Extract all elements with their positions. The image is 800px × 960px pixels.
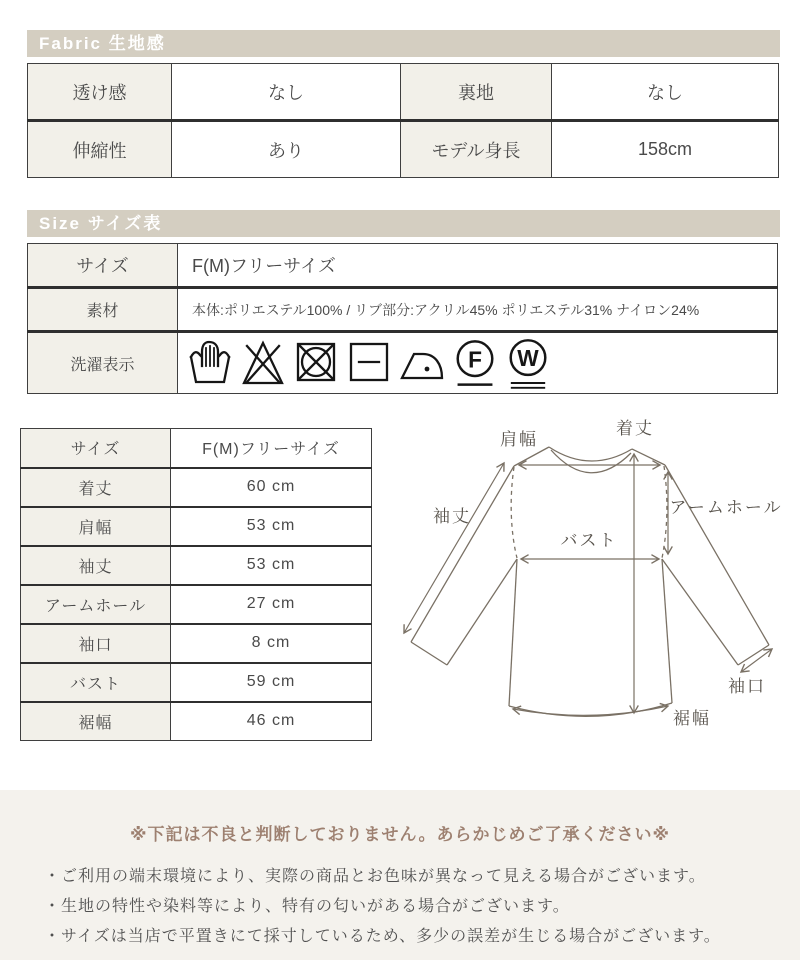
fabric-section-header: Fabric 生地感 <box>27 30 780 57</box>
sleeve-length-arrow <box>404 463 504 633</box>
svg-text:F: F <box>468 346 482 373</box>
wet-clean-gentle-icon <box>504 336 552 390</box>
table-row <box>21 702 372 741</box>
fabric-label-stretch: 伸縮性 <box>28 121 172 178</box>
measure-value-hem: 46 cm <box>171 702 372 741</box>
measure-header-label: サイズ <box>21 429 171 468</box>
table-row <box>28 244 778 288</box>
disclaimer-heading: ※下記は不良と判断しておりません。あらかじめご了承ください※ <box>129 825 671 844</box>
dry-clean-petroleum-icon <box>451 336 499 390</box>
measure-label-armhole: アームホール <box>21 585 171 624</box>
size-section-header: Size サイズ表 <box>27 210 780 237</box>
garment-measurement-diagram <box>388 416 790 764</box>
iron-low-heat-icon <box>398 338 446 388</box>
diagram-label-hem: 裾幅 <box>673 709 711 728</box>
measure-value-sleeve: 53 cm <box>171 546 372 585</box>
fabric-label-sheerness: 透け感 <box>28 64 172 121</box>
measure-value-bust: 59 cm <box>171 663 372 702</box>
table-row <box>28 121 779 178</box>
table-row <box>21 624 372 663</box>
care-symbols-cell <box>178 332 778 394</box>
spec-value-material: 本体:ポリエステル100% / リブ部分:アクリル45% ポリエステル31% ナイロン24% <box>178 288 778 332</box>
table-row <box>21 585 372 624</box>
measure-header-value: F(M)フリーサイズ <box>171 429 372 468</box>
disclaimer-item: ・サイズは当店で平置きにて採寸しているため、多少の誤差が生じる場合がございます。 <box>44 928 721 945</box>
measure-value-shoulder: 53 cm <box>171 507 372 546</box>
measure-label-hem: 裾幅 <box>21 702 171 741</box>
measure-value-cuff: 8 cm <box>171 624 372 663</box>
table-row <box>28 64 779 121</box>
hand-wash-icon <box>186 338 234 388</box>
diagram-label-cuff: 袖口 <box>728 677 766 696</box>
spec-table <box>27 243 778 394</box>
diagram-label-shoulder: 肩幅 <box>500 430 538 449</box>
fabric-value-model-height: 158cm <box>552 121 779 178</box>
fabric-label-model-height: モデル身長 <box>401 121 552 178</box>
do-not-bleach-icon <box>239 338 287 388</box>
diagram-label-sleeve: 袖丈 <box>433 507 471 526</box>
fabric-value-lining: なし <box>552 64 779 121</box>
measurements-table <box>20 428 372 741</box>
spec-label-material: 素材 <box>28 288 178 332</box>
fabric-value-sheerness: なし <box>172 64 401 121</box>
measure-label-cuff: 袖口 <box>21 624 171 663</box>
diagram-label-length: 着丈 <box>616 419 654 438</box>
measure-label-bust: バスト <box>21 663 171 702</box>
disclaimer-item: ・生地の特性や染料等により、特有の匂いがある場合がございます。 <box>44 898 570 915</box>
measure-value-armhole: 27 cm <box>171 585 372 624</box>
dry-flat-icon <box>345 338 393 388</box>
measure-label-length: 着丈 <box>21 468 171 507</box>
measure-label-shoulder: 肩幅 <box>21 507 171 546</box>
table-row <box>21 468 372 507</box>
spec-label-care: 洗濯表示 <box>28 332 178 394</box>
table-row <box>21 546 372 585</box>
measure-label-sleeve: 袖丈 <box>21 546 171 585</box>
table-row <box>21 429 372 468</box>
fabric-table <box>27 63 779 178</box>
table-row <box>21 507 372 546</box>
fabric-label-lining: 裏地 <box>401 64 552 121</box>
hem-width-arrow <box>513 706 668 715</box>
table-row <box>28 332 778 394</box>
table-row <box>28 288 778 332</box>
care-icons-row <box>186 336 767 390</box>
fabric-value-stretch: あり <box>172 121 401 178</box>
spec-value-size: F(M)フリーサイズ <box>178 244 778 288</box>
svg-text:W: W <box>517 345 539 372</box>
spec-label-size: サイズ <box>28 244 178 288</box>
diagram-label-bust: バスト <box>560 531 618 550</box>
disclaimer-list <box>44 862 800 952</box>
table-row <box>21 663 372 702</box>
diagram-label-armhole: アームホール <box>669 498 783 517</box>
disclaimer-item: ・ご利用の端末環境により、実際の商品とお色味が異なって見える場合がございます。 <box>44 868 706 885</box>
do-not-tumble-dry-icon <box>292 338 340 388</box>
disclaimer-section <box>0 790 800 960</box>
measure-value-length: 60 cm <box>171 468 372 507</box>
